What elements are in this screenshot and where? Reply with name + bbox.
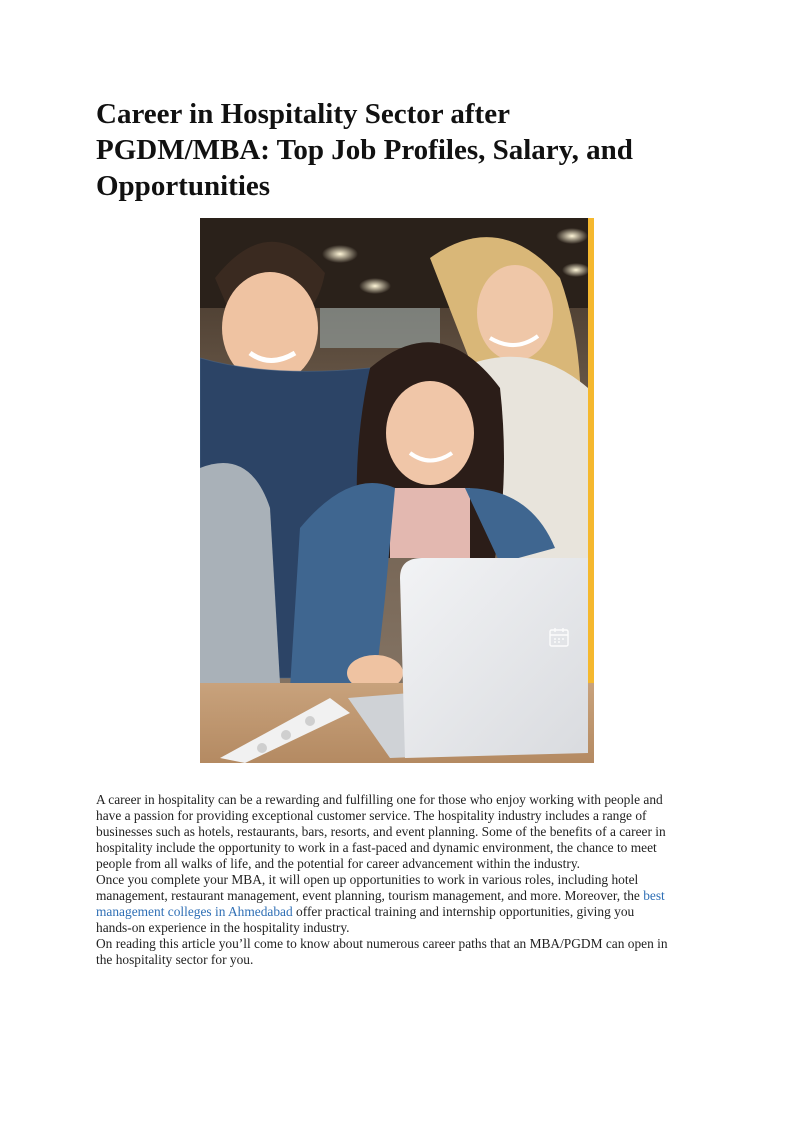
paragraph-line: the hospitality sector for you. (96, 952, 254, 967)
best-management-colleges-link-continued[interactable]: management colleges in Ahmedabad (96, 904, 293, 919)
paragraph-line (96, 888, 706, 904)
best-management-colleges-link[interactable]: best (643, 888, 665, 903)
paragraph-line: businesses such as hotels, restaurants, bars, resorts, and event planning. Some of the benefits of a career in (96, 824, 666, 839)
title-line: Opportunities (96, 170, 271, 202)
title-line: Career in Hospitality Sector after (96, 98, 510, 130)
paragraph-line: Once you complete your MBA, it will open up opportunities to work in various roles, including hotel (96, 872, 639, 887)
article-title (96, 96, 716, 204)
paragraph-text: management, restaurant management, event planning, tourism management, and more. Moreover, the (96, 888, 644, 903)
paragraph-line: A career in hospitality can be a rewarding and fulfilling one for those who enjoy working with people and (96, 792, 663, 807)
paragraph-line: have a passion for providing exceptional customer service. The hospitality industry includes a range of (96, 808, 647, 823)
paragraph-line: On reading this article you’ll come to know about numerous career paths that an MBA/PGDM can open in (96, 936, 668, 951)
students-laptop-photo (200, 218, 594, 763)
paragraph-text: offer practical training and internship opportunities, giving you (292, 904, 635, 919)
paragraph-line (96, 904, 706, 920)
paragraph-line: hospitality include the opportunity to work in a fast-paced and dynamic environment, the chance to meet (96, 840, 657, 855)
title-line: PGDM/MBA: Top Job Profiles, Salary, and (96, 134, 633, 166)
article-body (96, 792, 706, 968)
paragraph-line: hands-on experience in the hospitality industry. (96, 920, 350, 935)
paragraph-line: people from all walks of life, and the potential for career advancement within the industry. (96, 856, 580, 871)
